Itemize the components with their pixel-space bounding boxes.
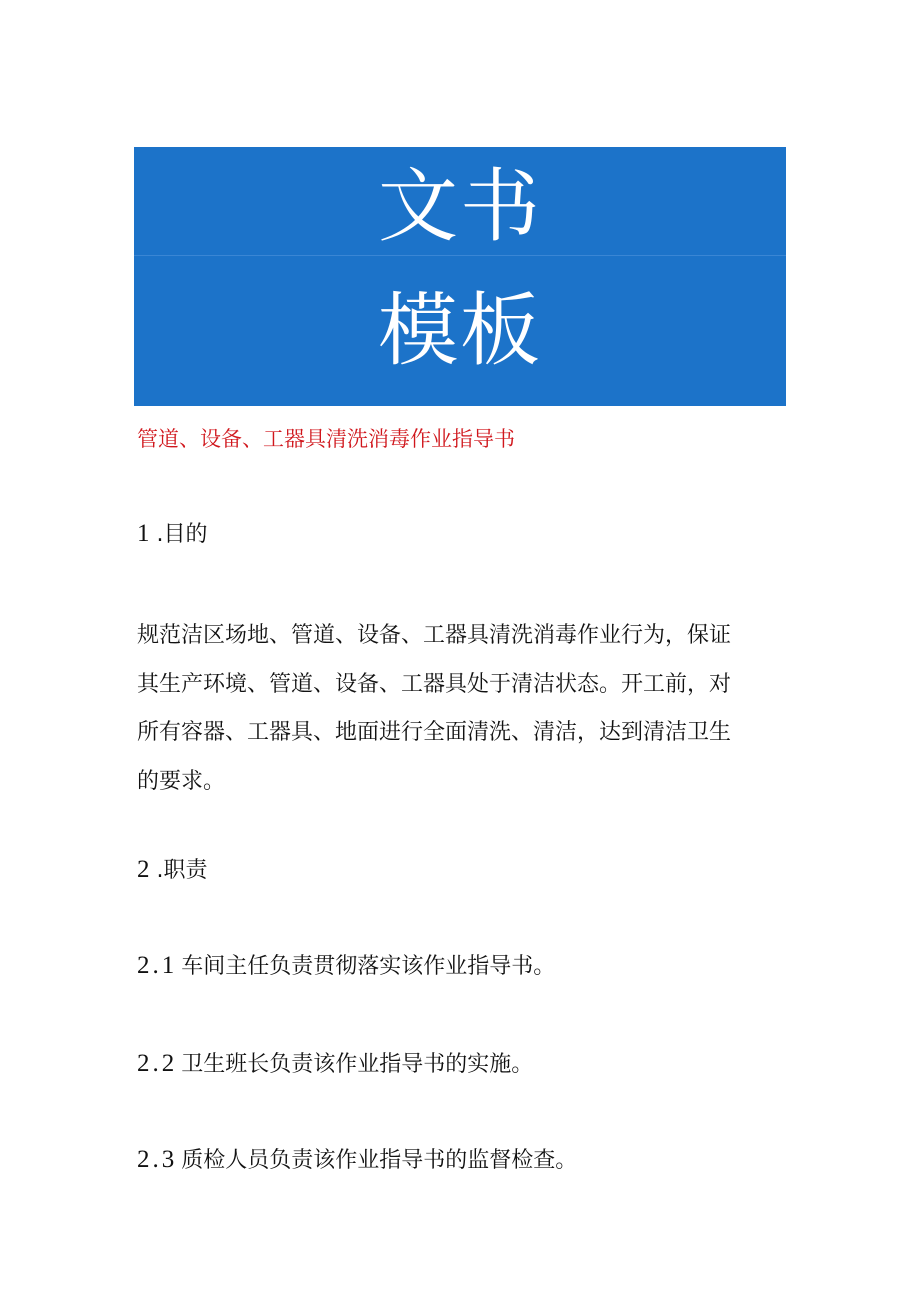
item-text: 卫生班长负责该作业指导书的实施。 [181,1052,534,1077]
paragraph-line: 其生产环境、管道、设备、工器具处于清洁状态。开工前，对 [137,671,732,697]
paragraph-line: 规范洁区场地、管道、设备、工器具清洗消毒作业行为，保证 [137,623,732,648]
list-item [137,1048,533,1081]
purpose-paragraph [137,612,777,806]
list-item [137,1144,577,1177]
paragraph-line: 所有容器、工器具、地面进行全面清洗、清洁，达到清洁卫生 [137,720,732,745]
banner-title-line-2: 模板 [378,284,542,377]
section-number: 1 [137,520,153,547]
section-label: .职责 [156,858,208,883]
section-label: .目的 [156,522,208,547]
section-heading-purpose [137,518,208,551]
item-text: 车间主任负责贯彻落实该作业指导书。 [181,954,556,979]
cover-banner [134,147,786,406]
document-title: 管道、设备、工器具清洗消毒作业指导书 [137,427,515,451]
item-number: 2.3 [137,1146,178,1173]
item-number: 2.2 [137,1050,178,1077]
banner-divider [134,255,786,256]
banner-title-line-1: 文书 [378,160,542,253]
section-number: 2 [137,856,153,883]
item-number: 2.1 [137,952,178,979]
item-text: 质检人员负责该作业指导书的监督检查。 [181,1148,578,1173]
paragraph-line: 的要求。 [137,768,226,794]
section-heading-responsibilities [137,854,208,887]
list-item [137,950,555,983]
